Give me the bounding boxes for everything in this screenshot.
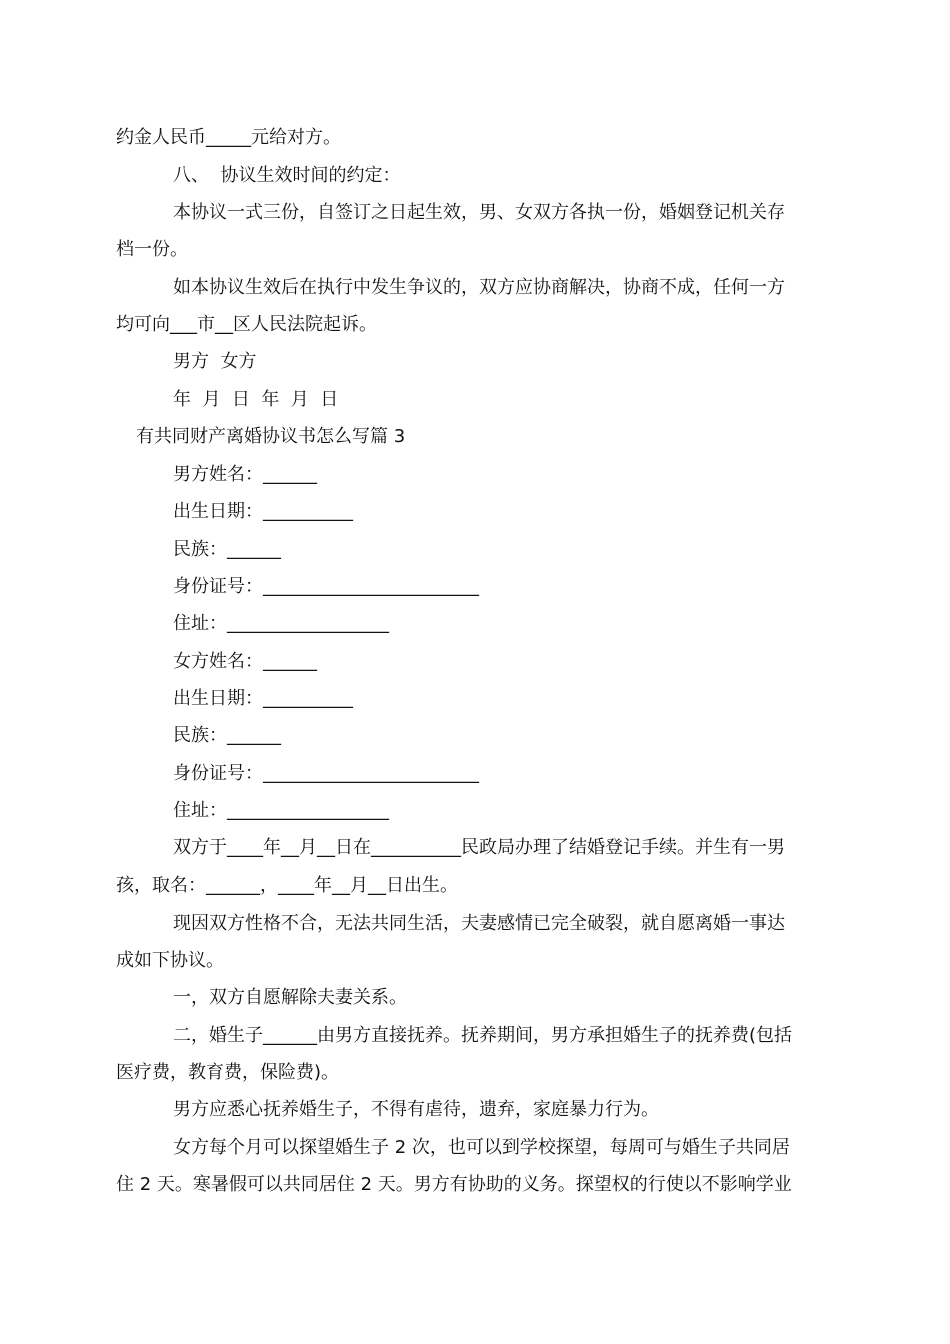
field-female-name: 女方姓名：______ (173, 651, 317, 672)
text-line: 约金人民币_____元给对方。 (116, 127, 341, 148)
text-line: 均可向___市__区人民法院起诉。 (116, 314, 377, 335)
field-male-ethnicity: 民族：______ (173, 539, 281, 560)
field-male-name: 男方姓名：______ (173, 464, 317, 485)
clause-one: 一，双方自愿解除夫妻关系。 (173, 987, 407, 1008)
text-line: 档一份。 (116, 239, 188, 260)
field-female-address: 住址：__________________ (173, 800, 389, 821)
signature-labels: 男方 女方 (173, 351, 257, 372)
signature-dates: 年 月 日 年 月 日 (173, 389, 339, 410)
text-line: 本协议一式三份，自签订之日起生效，男、女双方各执一份，婚姻登记机关存 (173, 202, 785, 223)
clause-two: 二，婚生子______由男方直接抚养。抚养期间，男方承担婚生子的抚养费(包括 (173, 1025, 793, 1046)
field-female-id-number: 身份证号：________________________ (173, 763, 479, 784)
text-line: 孩，取名：______，____年__月__日出生。 (116, 875, 458, 896)
text-line: 女方每个月可以探望婚生子 2 次，也可以到学校探望，每周可与婚生子共同居 (173, 1137, 790, 1158)
text-line: 现因双方性格不合，无法共同生活，夫妻感情已完全破裂，就自愿离婚一事达 (173, 913, 785, 934)
section-heading-eight: 八、 协议生效时间的约定： (173, 165, 401, 186)
text-line: 男方应悉心抚养婚生子，不得有虐待，遗弃，家庭暴力行为。 (173, 1099, 659, 1120)
field-female-ethnicity: 民族：______ (173, 725, 281, 746)
field-male-birthdate: 出生日期：__________ (173, 501, 353, 522)
article-title: 有共同财产离婚协议书怎么写篇 3 (136, 426, 406, 447)
field-male-address: 住址：__________________ (173, 613, 389, 634)
text-line: 双方于____年__月__日在__________民政局办理了结婚登记手续。并生有一男 (173, 837, 785, 858)
text-line: 成如下协议。 (116, 950, 224, 971)
field-female-birthdate: 出生日期：__________ (173, 688, 353, 709)
field-male-id-number: 身份证号：________________________ (173, 576, 479, 597)
text-line: 医疗费，教育费，保险费)。 (116, 1062, 340, 1083)
text-line: 住 2 天。寒暑假可以共同居住 2 天。男方有协助的义务。探望权的行使以不影响学业 (116, 1174, 792, 1195)
text-line: 如本协议生效后在执行中发生争议的，双方应协商解决，协商不成，任何一方 (173, 277, 785, 298)
